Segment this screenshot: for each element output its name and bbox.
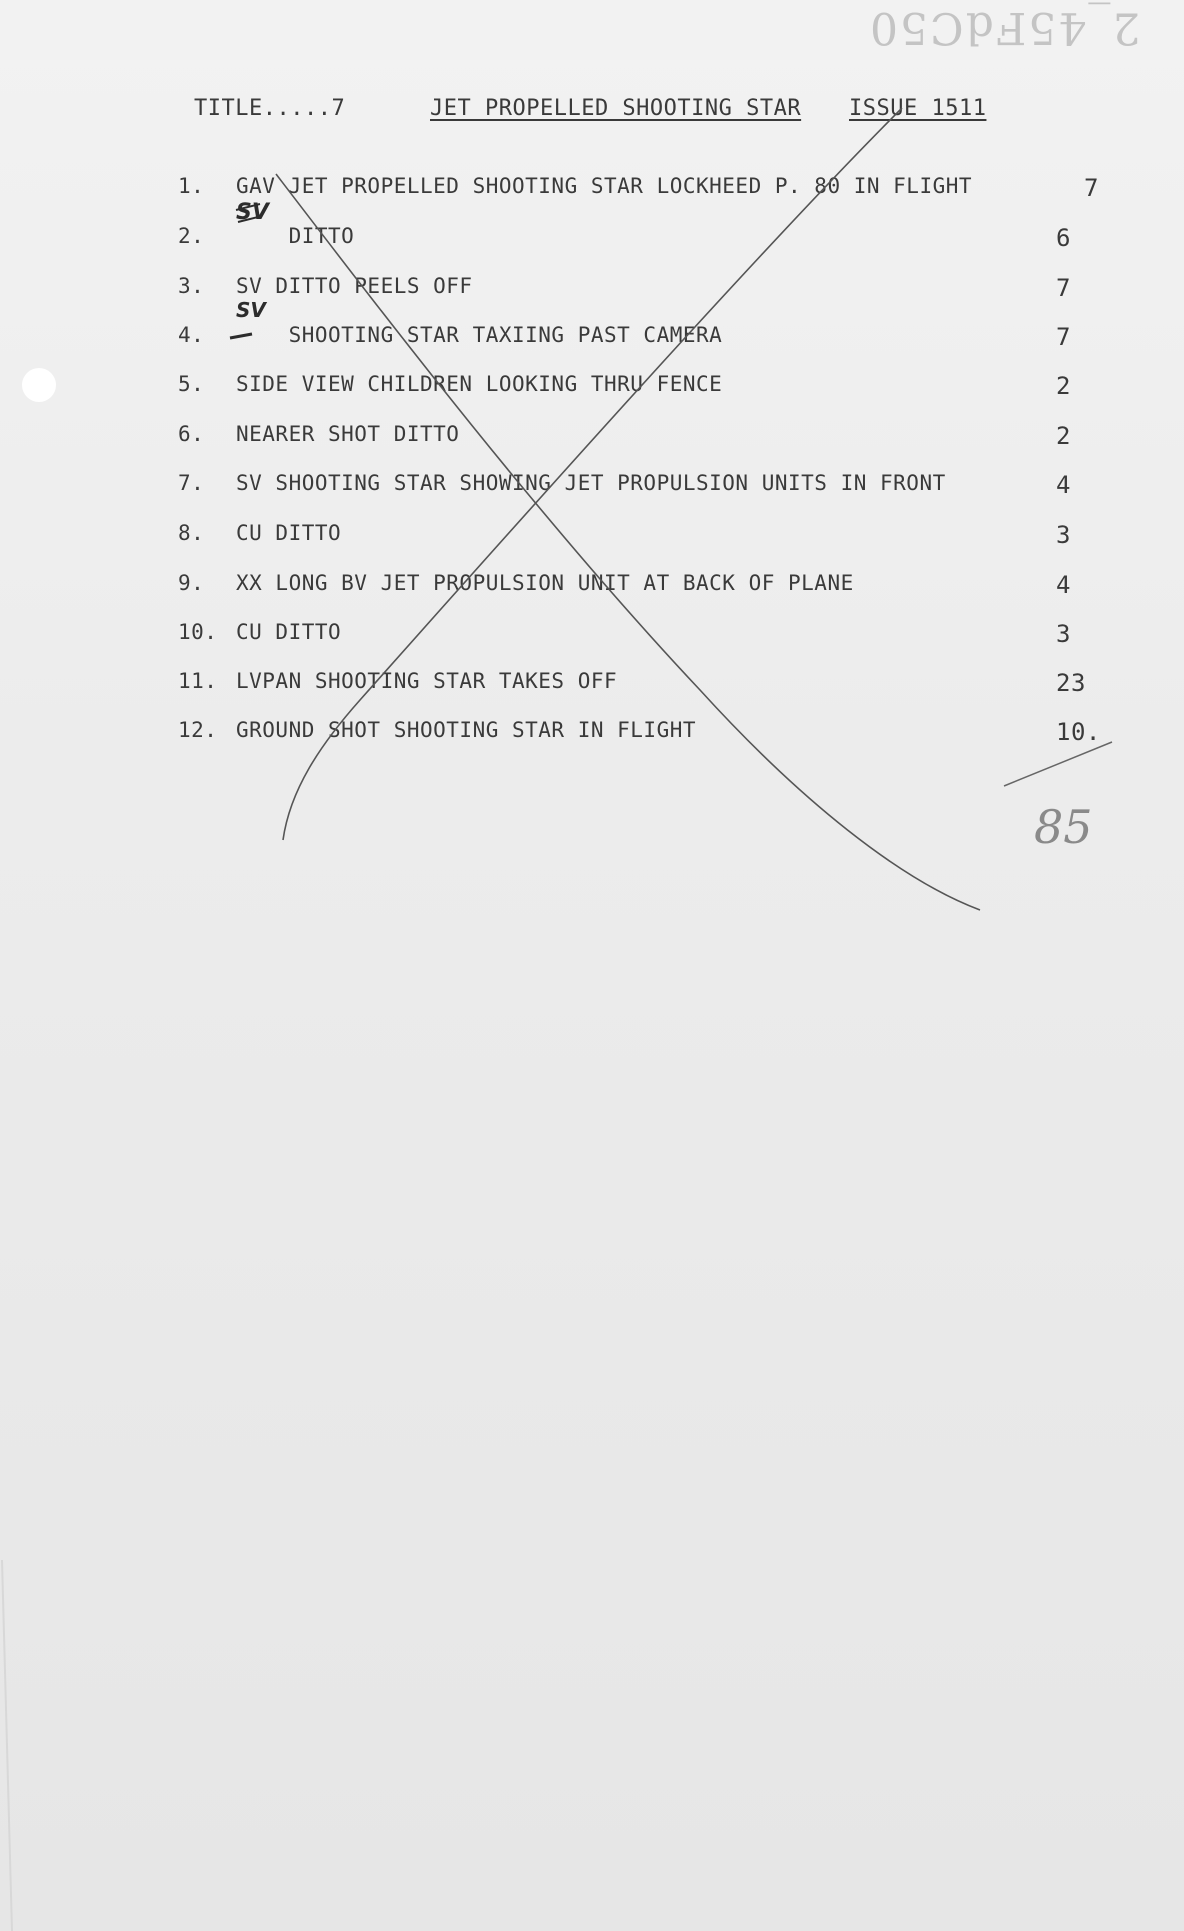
item-number: 11. <box>178 669 218 693</box>
reference-number: 2_45FdC50 <box>868 2 1141 53</box>
item-count: 10. <box>1056 718 1101 746</box>
item-count: 2 <box>1056 422 1071 450</box>
item-number: 2. <box>178 224 205 248</box>
item-number: 7. <box>178 471 205 495</box>
item-number: 1. <box>178 174 205 198</box>
item-number: 5. <box>178 372 205 396</box>
item-description: SV SHOOTING STAR SHOWING JET PROPULSION UNITS IN FRONT <box>236 471 946 495</box>
item-count: 2 <box>1056 372 1071 400</box>
item-description: LVPAN SHOOTING STAR TAKES OFF <box>236 669 618 693</box>
item-number: 3. <box>178 274 205 298</box>
handwritten-total: 85 <box>1034 800 1093 854</box>
item-count: 3 <box>1056 620 1071 648</box>
item-description: NEARER SHOT DITTO <box>236 422 460 446</box>
handwritten-annotation: SV <box>236 200 269 225</box>
item-number: 4. <box>178 323 205 347</box>
item-description: CU DITTO <box>236 521 342 545</box>
handwritten-annotation: SV <box>236 298 266 322</box>
item-number: 12. <box>178 718 218 742</box>
item-number: 8. <box>178 521 205 545</box>
item-count: 7 <box>1056 323 1071 351</box>
item-number: 10. <box>178 620 218 644</box>
item-description: SIDE VIEW CHILDREN LOOKING THRU FENCE <box>236 372 723 396</box>
item-count: 23 <box>1056 669 1086 697</box>
item-number: 6. <box>178 422 205 446</box>
item-number: 9. <box>178 571 205 595</box>
punch-hole <box>22 368 56 402</box>
issue-number: ISSUE 1511 <box>849 96 987 121</box>
item-description: DITTO <box>236 224 355 248</box>
item-description: CU DITTO <box>236 620 342 644</box>
item-count: 4 <box>1056 571 1071 599</box>
title-label: TITLE.....7 <box>194 96 346 121</box>
item-description: GROUND SHOT SHOOTING STAR IN FLIGHT <box>236 718 697 742</box>
paper-edge <box>2 1560 12 1931</box>
item-count: 7 <box>1056 274 1071 302</box>
item-count: 7 <box>1084 174 1099 202</box>
item-count: 3 <box>1056 521 1071 549</box>
item-description: XX LONG BV JET PROPULSION UNIT AT BACK OF PLANE <box>236 571 854 595</box>
item-count: 4 <box>1056 471 1071 499</box>
document-title: JET PROPELLED SHOOTING STAR <box>430 96 802 121</box>
total-underline <box>1004 742 1112 786</box>
item-description: GAV JET PROPELLED SHOOTING STAR LOCKHEED P. 80 IN FLIGHT <box>236 174 973 198</box>
item-description: SV DITTO PEELS OFF <box>236 274 473 298</box>
item-description: SHOOTING STAR TAXIING PAST CAMERA <box>236 323 723 347</box>
item-count: 6 <box>1056 224 1071 252</box>
